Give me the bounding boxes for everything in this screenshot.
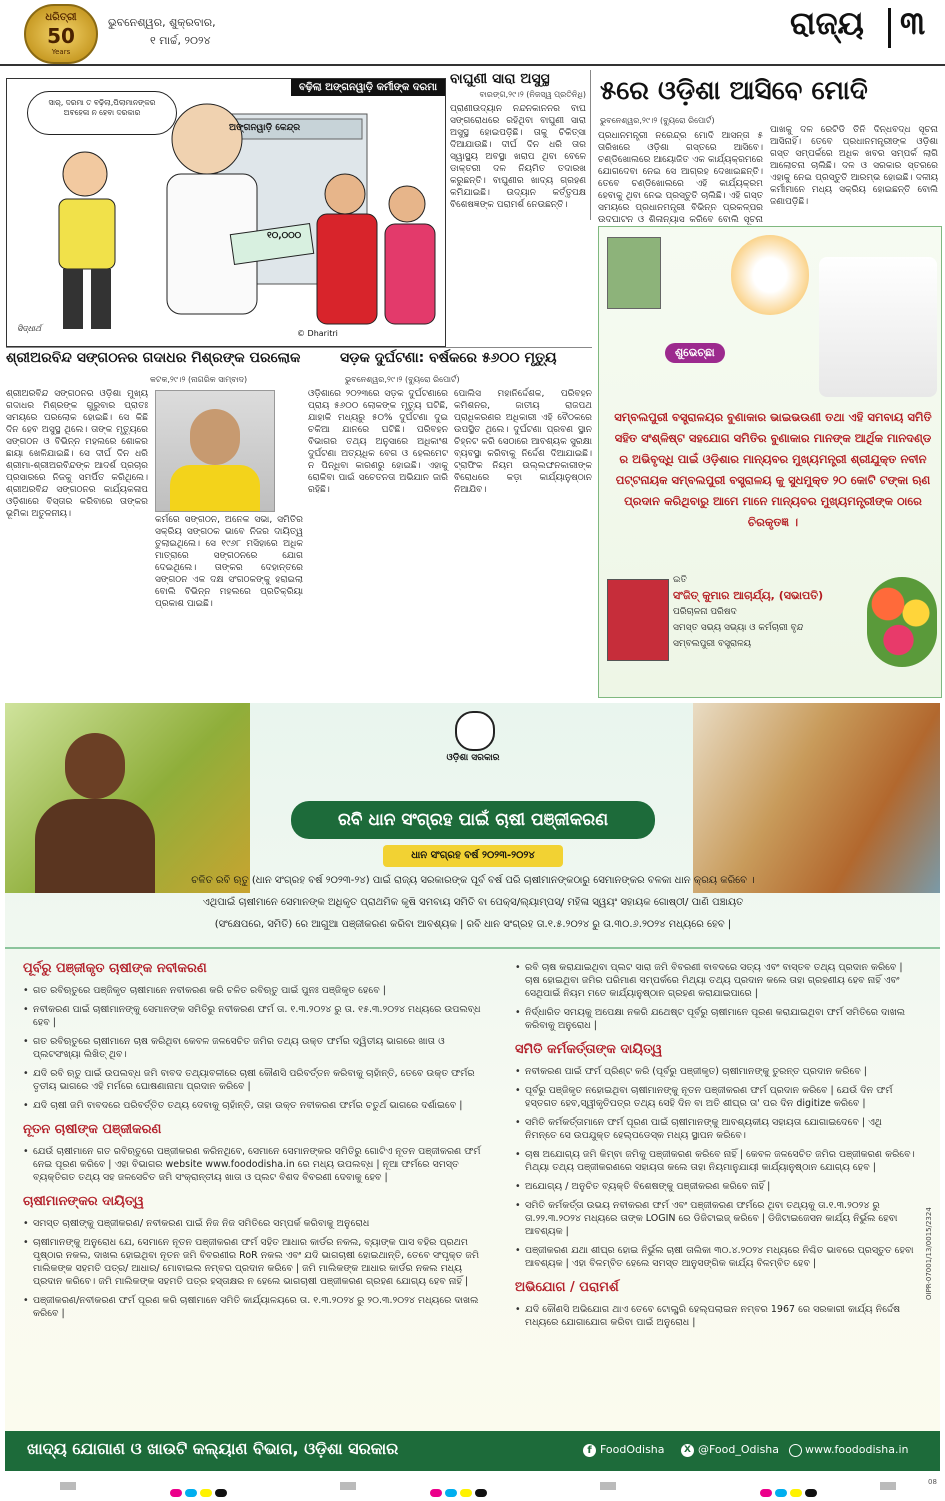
- ad-bullet-item: • ଗତ ରବିଋତୁରେ ପଞ୍ଜିକୃତ ଚାଷୀମାନେ ନବୀକରଣ କରି ଚଳିତ ରବିଋତୁ ପାଇଁ ପୁନଃ ପଞ୍ଜିକୃତ ହେବେ |: [23, 984, 483, 997]
- print-marks: [0, 1478, 945, 1494]
- section-name: ରାଜ୍ୟ: [790, 4, 864, 42]
- obit-headline: ଶ୍ରୀଅରବିନ୍ଦ ସଙ୍ଗଠନର ଗଦାଧର ମିଶ୍ରଙ୍କ ପରଲୋକ: [6, 350, 301, 366]
- ad-section-title: ନୂତନ ଚାଷୀଙ୍କ ପଞ୍ଜୀକରଣ: [23, 1122, 162, 1137]
- farmer-head: [65, 733, 125, 799]
- x-icon: X: [681, 1444, 694, 1457]
- photo-biju: [731, 235, 809, 315]
- accident-col-2-text: ପୋଲିସ ମହାନିର୍ଦ୍ଦେଶକ, ପରିବହନ କମିଶନର, ଜାତୀୟ ରାଜପଥ ପ୍ରାଧିକରଣର ଅଧିକାରୀ ଏହି ବୈଠକରେ ଉପସ୍ଥିତ ଥିଲେ। ଦୁର୍ଘଟଣା ପ୍ରବଣ ସ୍ଥାନ ଚିହ୍ନଟ କରି ସେଠାରେ ଆବଶ୍ୟକ ସୁରକ୍ଷା ବ୍ୟବସ୍ଥା କରିବାକୁ ନିର୍ଦ୍ଦେଶ ଦିଆଯାଇଛି। ଟ୍ରାଫିକ ନିୟମ ଉଲ୍ଲଙ୍ଘନକାରୀଙ୍କ ବିରୋଧରେ କଡ଼ା କାର୍ଯ୍ୟାନୁଷ୍ଠାନ ନିଆଯିବ।: [454, 389, 592, 495]
- rule-h1: [6, 347, 592, 348]
- globe-icon: [789, 1444, 802, 1457]
- footer-dept: ଖାଦ୍ୟ ଯୋଗାଣ ଓ ଖାଉଟି କଲ୍ୟାଣ ବିଭାଗ, ଓଡ଼ିଶା ସରକାର: [27, 1439, 399, 1458]
- ad-section-title: ସମିତି କର୍ମକର୍ତ୍ତାଙ୍କ ଦାୟିତ୍ୱ: [515, 1042, 663, 1057]
- ad-footer: [5, 1431, 940, 1471]
- ad-section-title: ପୂର୍ବରୁ ପଞ୍ଜୀକୃତ ଚାଷୀଙ୍କ ନବୀକରଣ: [23, 961, 207, 976]
- modi-col-2-text: ପାଖକୁ ଦଳ ରେଟିଡି ତିନି ଦିନ୍ଧବଦ୍ଧ ସୂଚନା ଆସିନାହିଁ। ତେବେ ପ୍ରଧାନମନ୍ତ୍ରୀଙ୍କ ଓଡ଼ିଶା ଗସ୍ତ ସମ୍ପର୍କରେ ଅଧିକ ଖବର ସମ୍ପର୍କ ଲାଗି ଆଲୋଚନା ଚାଲିଛି। ଦଳ ଓ ସରକାର ସ୍ତରରେ ଏହାକୁ ନେଇ ପ୍ରସ୍ତୁତି ଆରମ୍ଭ ହୋଇଛି। ଦଳୀୟ କର୍ମୀମାନେ ମଧ୍ୟ ସକ୍ରିୟ ହୋଇଛନ୍ତି ବୋଲି ଜଣାପଡ଼ିଛି।: [770, 125, 938, 207]
- greeting-line-3: ସମସ୍ତ ସଭ୍ୟ ସଭ୍ୟା ଓ କର୍ମଚାରୀ ବୃନ୍ଦ: [673, 623, 804, 633]
- logo-name: ଧରିତ୍ରୀ: [45, 12, 77, 23]
- footer-x: @Food_Odisha: [698, 1443, 780, 1456]
- building-sign: ଅଙ୍ଗନୱାଡ଼ି କେନ୍ଦ୍ର: [229, 123, 301, 133]
- flower-bouquet: [867, 577, 937, 667]
- grey-bar-4: [880, 1482, 896, 1490]
- ad-bullet-item: • ଯଦି ରବି ଋତୁ ପାଇଁ ଉପଲବ୍ଧ ଜମି ବାବଦ ତଥ୍ୟାବଳୀରେ ଚାଷୀ କୌଣସି ପରିବର୍ତ୍ତନ କରିବାକୁ ଚାହାଁନ୍ତି, ତେବେ ଉକ୍ତ ଫର୍ମର ତୃତୀୟ ଭାଗରେ ଏହି ମର୍ମରେ ଘୋଷଣାନାମା ପ୍ରଦାନ କରିବେ |: [23, 1067, 483, 1093]
- date-line-1: ଭୁବନେଶ୍ୱର, ଶୁକ୍ରବାର,: [108, 16, 216, 29]
- footer-web: www.foododisha.in: [805, 1443, 909, 1456]
- photo-shirt: [170, 465, 260, 511]
- ad-left-col: [23, 961, 483, 1397]
- ad-bullet-item: • ନବୀକରଣ ପାଇଁ ଫର୍ମ ପ୍ରିଣ୍ଟ କରି (ପୂର୍ବରୁ ପଞ୍ଜୀକୃତ) ଚାଷୀମାନଙ୍କୁ ତୁରନ୍ତ ପ୍ରଦାନ କରିବେ |: [515, 1065, 915, 1078]
- date-line-2: ୧ ମାର୍ଚ୍ଚ, ୨୦୨୪: [150, 34, 211, 47]
- greeting-line-4: ସମ୍ବଲପୁରୀ ବସ୍ତ୍ରାଳୟ: [673, 639, 752, 649]
- modi-col-1-text: ପ୍ରଧାନମନ୍ତ୍ରୀ ନରେନ୍ଦ୍ର ମୋଦି ଆସନ୍ତା ୫ ତାରିଖରେ ଓଡ଼ିଶା ଗସ୍ତରେ ଆସିବେ। ଚଣ୍ଡିଖୋଲରେ ଆୟୋଜିତ ଏକ କାର୍ଯ୍ୟକ୍ରମରେ ଯୋଗଦେବା ନେଇ ସେ ଆଗ୍ରହ ଦେଖାଇଛନ୍ତି। ତେବେ ଚଣ୍ଡିଖୋଲରେ ଏହି କାର୍ଯ୍ୟକ୍ରମ ହେବାକୁ ଥିବା ନେଇ ପ୍ରସ୍ତୁତି ଚାଲିଛି। ଏହି ଗସ୍ତ ସମୟରେ ପ୍ରଧାନମନ୍ତ୍ରୀ ବିଭିନ୍ନ ପ୍ରକଳ୍ପର ଉଦଘାଟନ ଓ ଶିଳାନ୍ୟାସ କରିବେ ବୋଲି ସୂଚନା: [598, 131, 763, 225]
- cartoon-banner: ବଢ଼ିଲା ଅଙ୍ଗନୱାଡ଼ି କର୍ମୀଙ୍କ ଦରମା: [291, 79, 445, 96]
- page-number: ୩: [900, 4, 926, 42]
- modi-col-1: [598, 130, 763, 225]
- baghuni-dateline: ବାରଙ୍ଗ,୨୯।୨ (ନିଜସ୍ୱ ପ୍ରତିନିଧି): [479, 90, 586, 99]
- obit-col-1: [6, 388, 148, 696]
- photo-cm: [819, 257, 937, 397]
- ad-bullet-item: • ଚାଷ ଅଯୋଗ୍ୟ ଜମି କିମ୍ବା ଜମିକୁ ପଞ୍ଜୀକରଣ କରିବେ ନାହିଁ | କେବଳ ଜଳସେଚିତ ଜମିର ପଞ୍ଜୀକରଣ କରିବେ। ମିଥ୍ୟା ତଥ୍ୟ ପଞ୍ଜୀକରଣରେ ସହାୟତା କଲେ ତାହା ନିୟମାନୁଯାୟୀ କାର୍ଯ୍ୟାନୁଷ୍ଠାନ ଯୋଗ୍ୟ ହେବ |: [515, 1148, 915, 1174]
- ad-bullet-item: • ଗତ ରବିଋତୁରେ ଚାଷୀମାନେ ଚାଷ କରିଥିବା କେବଳ ଜଳସେଚିତ ଜମିର ତଥ୍ୟ ଉକ୍ତ ଫର୍ମର ଦ୍ୱିତୀୟ ଭାଗରେ ଖାତା ଓ ପ୍ଲଟସଂଖ୍ୟା ଲିଖିତ୍ ଥିବ।: [23, 1035, 483, 1061]
- ad-section-title: ଅଭିଯୋଗ / ପରାମର୍ଶ: [515, 1280, 619, 1295]
- modi-dateline: ଭୁବନେଶ୍ୱର,୨୯।୨ (ବ୍ୟୁରୋ ରିପୋର୍ଟ): [600, 116, 715, 125]
- cartoon-drawing: [7, 79, 445, 346]
- masthead-rule: [0, 64, 945, 66]
- photo-face: [190, 409, 240, 465]
- cheque-amount: ୧୦,୦୦୦: [267, 231, 302, 241]
- ad-bullet-item: • ରବି ଚାଷ କରାଯାଇଥିବା ପ୍ଲଟ ସାରା ଜମି ବିବରଣୀ ବାବଦରେ ସତ୍ୟ ଏବଂ ବାସ୍ତବ ତଥ୍ୟ ପ୍ରଦାନ କରିବେ | ଚାଷ ହୋଇଥିବା ଜମିର ପରିମାଣ ସମ୍ପର୍କରେ ମିଥ୍ୟା ତଥ୍ୟ ପ୍ରଦାନ କଲେ ତାହା ଗ୍ରହଣୀୟ ହେବ ନାହିଁ ଏବଂ ସେଥିପାଇଁ ନିୟମ ମତେ କାର୍ଯ୍ୟାନୁଷ୍ଠାନ ଗ୍ରହଣ କରାଯାଇପାରେ |: [515, 961, 915, 1000]
- obit-photo: [155, 390, 275, 512]
- obit-col-2: [155, 514, 303, 696]
- ad-bullet-item: • ପଞ୍ଜୀକରଣ/ନବୀକରଣ ଫର୍ମ ପୂରଣ କରି ଚାଷୀମାନେ ସମିତି କାର୍ଯ୍ୟାଳୟରେ ତା. ୧.୩.୨୦୨୪ ରୁ ୨୦.୩.୨୦୨୪ ମଧ୍ୟରେ ଦାଖଲ କରିବେ |: [23, 1294, 483, 1320]
- color-dots-left: [170, 1482, 230, 1501]
- grey-bar-2: [340, 1482, 356, 1490]
- page-code: 08: [928, 1478, 937, 1486]
- masthead: [0, 0, 945, 66]
- ad-intro-2: ଏଥିପାଇଁ ଚାଷୀମାନେ ସେମାନଙ୍କ ଅଧିକୃତ ପ୍ରାଥମିକ କୃଷି ସମବାୟ ସମିତି ବା ପେକ୍ସ/ଲ୍ୟାମ୍ପସ୍/ ମହିଳା ସ୍ୱୟଂ ସହାୟକ ଗୋଷ୍ଠୀ/ ପାଣି ପଞ୍ଚାୟତ: [202, 897, 744, 908]
- ad-bullet-item: • ନିର୍ଦ୍ଧାରିତ ସମୟକୁ ଅପେକ୍ଷା ନକରି ଯଥେଷ୍ଟ ପୂର୍ବରୁ ଚାଷୀମାନେ ପୂରଣ କରାଯାଇଥିବା ଫର୍ମ ସମିତିରେ ଦାଖଲ କରିବାକୁ ଅନୁରୋଧ |: [515, 1006, 915, 1032]
- cartoon: [6, 78, 446, 347]
- ad-subtitle: ଧାନ ସଂଗ୍ରହ ବର୍ଷ ୨୦୨୩-୨୦୨୪: [383, 845, 563, 867]
- color-dots-mid: [430, 1482, 490, 1501]
- grain-photo: [693, 703, 940, 893]
- grey-bar-1: [60, 1482, 76, 1490]
- photo-president: [607, 579, 669, 661]
- accident-dateline: ଭୁବନେଶ୍ୱର,୨୯।୨ (ବ୍ୟୁରୋ ରିପୋର୍ଟ): [345, 375, 460, 384]
- modi-col-2: [770, 124, 938, 222]
- logo-years: 50: [47, 24, 75, 48]
- section-divider: [888, 8, 891, 48]
- ad-bullet-item: • ଚାଷୀମାନଙ୍କୁ ଅନୁରୋଧ ଯେ, ସେମାନେ ନୂତନ ପଞ୍ଜୀକରଣ ଫର୍ମ ସହିତ ଆଧାର କାର୍ଡର ନକଲ, ବ୍ୟାଙ୍କ ପାସ ବହିର ପ୍ରଥମ ପୃଷ୍ଠାର ନକଲ, ଦାଖଲ ହୋଇଥିବା ନୂତନ ଜମି ବିବରଣୀର RoR ନକଲ ଏବଂ ଯଦି ଭାଗଚାଷୀ ହୋଇଥାନ୍ତି, ତେବେ ସଂପୃକ୍ତ ଜମି ମାଲିକଙ୍କ ସହମତି ପତ୍ର/ ଆଧାର/ ମୋବାଇଲ ନମ୍ବର ପ୍ରଦାନ କରିବେ | ଜମି ମାଲିକଙ୍କ ଆଧାର କାର୍ଡର ନକଲ ମଧ୍ୟ ପ୍ରଦାନ କରିବେ। ଜମି ମାଲିକଙ୍କ ସହମତି ପତ୍ର ହସ୍ତାକ୍ଷର ନ ହେଲେ ଭାଗଚାଷୀ ପଞ୍ଜୀକରଣ ଗ୍ରହଣ ଯୋଗ୍ୟ ହେବ ନାହିଁ |: [23, 1236, 483, 1288]
- greeting-name: ସଂଜିତ୍ କୁମାର ଆଚାର୍ଯ୍ୟ, (ସଭାପତି): [673, 589, 824, 602]
- ad-govt: ଓଡ଼ିଶା ସରକାର: [446, 753, 500, 763]
- greeting-ad: [598, 226, 942, 698]
- photo-woman: [607, 237, 661, 309]
- speech-text: ସାର୍, ଦରମା ତ ବଢ଼ିଲା,ପିଲାମାନଙ୍କର ଅବହେଳା ନ ହେବା ଦରକାର: [48, 98, 156, 117]
- ad-bullet-item: • ଯଦି ଚାଷୀ ଜମି ବାବଦରେ ପରିବର୍ତ୍ତିତ ତଥ୍ୟ ଦେବାକୁ ଚାହାଁନ୍ତି, ତାହା ଉକ୍ତ ନବୀକରଣ ଫର୍ମର ଚତୁର୍ଥ ଭାଗରେ ଦର୍ଶାଇବେ |: [23, 1099, 483, 1112]
- ad-bullet-item: • ସମିତି କର୍ମକର୍ତ୍ତାମାନେ ଫର୍ମ ପୂରଣ ପାଇଁ ଚାଷୀମାନଙ୍କୁ ଆବଶ୍ୟକୀୟ ସହାୟତା ଯୋଗାଇଦେବେ | ଏଥି ନିମନ୍ତେ ସେ ଉପଯୁକ୍ତ ହେଲ୍ପଡେସ୍କ ମଧ୍ୟ ସ୍ଥାପନ କରିବେ।: [515, 1116, 915, 1142]
- ad-bullet-item: • ଅଯୋଗ୍ୟ / ଅନୁଚିତ ବ୍ୟକ୍ତି ବିଶେଷଙ୍କୁ ପଞ୍ଜୀକରଣ କରିବେ ନାହିଁ |: [515, 1180, 915, 1193]
- baghuni-article: [450, 70, 586, 345]
- greeting-line-2: ପରିଚାଳନା ପରିଷଦ: [673, 607, 737, 617]
- ad-intro-3: (ସଂକ୍ଷେପରେ, ସମିତି) ରେ ଆଗୁଆ ପଞ୍ଜୀକରଣ କରିବା ଆବଶ୍ୟକ | ରବି ଧାନ ସଂଗ୍ରହ ତା.୧.୫.୨୦୨୪ ରୁ ତା.୩୦.୬.୨୦୨୪ ମଧ୍ୟରେ ହେବ |: [214, 919, 732, 930]
- obit-col-1-text: ଶ୍ରୀଅରବିନ୍ଦ ସଙ୍ଗଠନର ଓଡ଼ିଶା ମୁଖ୍ୟ ଗଦାଧର ମିଶ୍ରଙ୍କ ଗୁରୁବାର ପ୍ରାତଃ ସମୟରେ ପରଲୋକ ହୋଇଛି। ସେ କିଛି ଦିନ ହେବ ଅସୁସ୍ଥ ଥିଲେ। ତାଙ୍କ ମୃତ୍ୟୁରେ ସଙ୍ଗଠନ ଓ ବିଭିନ୍ନ ମହଲରେ ଶୋକର ଛାୟା ଖେଳିଯାଇଛି। ସେ ଦୀର୍ଘ ଦିନ ଧରି ଶ୍ରୀମା-ଶ୍ରୀଅରବିନ୍ଦଙ୍କ ଆଦର୍ଶ ପ୍ରଚାର ପ୍ରସାରରେ ନିଜକୁ ସମର୍ପିତ କରିଥିଲେ। ଶ୍ରୀଅରବିନ୍ଦ ସଙ୍ଗଠନର କାର୍ଯ୍ୟକଳାପ ଓଡ଼ିଶାରେ ବିସ୍ତାର କରିବାରେ ତାଙ୍କର ଭୂମିକା ଅତୁଳନୀୟ।: [6, 389, 148, 519]
- obit-dateline: କଟକ,୨୯।୨ (ନାଗରିକ ସାମ୍ବାଦ): [150, 375, 248, 384]
- ad-bullet-item: • ପୂର୍ବରୁ ପଞ୍ଜିକୃତ ନହୋଇଥିବା ଚାଷୀମାନଙ୍କୁ ନୂତନ ପଞ୍ଜୀକରଣ ଫର୍ମ ପ୍ରଦାନ କରିବେ | ଯେଉଁ ଦିନ ଫର୍ମ ହସ୍ତଗତ ହେବ,ସ୍ୱୀକୃତିପତ୍ର ତଥ୍ୟ ସେହି ଦିନ ବା ଅତି ଶୀଘ୍ର ତା' ପର ଦିନ digitize କରିବେ |: [515, 1084, 915, 1110]
- logo-sub: Years: [51, 48, 71, 56]
- obit-col-2-text: କର୍ମରେ ସଙ୍ଗଠନ, ଅନେକ ସଭା, ସମିତିର ସକ୍ରିୟ ସଙ୍ଗଠକ ଭାବେ ନିଜର ଦାୟିତ୍ୱ ତୁଲାଇଥିଲେ। ସେ ୧୯୬୮ ମସିହାରେ ଅଧିକ ମାତ୍ରାରେ ସଙ୍ଗଠନରେ ଯୋଗ ଦେଇଥିଲେ। ତାଙ୍କର ଦେହାନ୍ତରେ ସଙ୍ଗଠନ ଏକ ଦକ୍ଷ ସଂଗଠକଙ୍କୁ ହରାଇଲା ବୋଲି ବିଭିନ୍ନ ମହଲରେ ପ୍ରତିକ୍ରିୟା ପ୍ରକାଶ ପାଇଛି।: [155, 515, 303, 609]
- ad-divider: [5, 947, 940, 949]
- farmer-photo: [5, 703, 250, 893]
- footer-fb: FoodOdisha: [600, 1443, 665, 1456]
- grey-bar-3: [600, 1482, 616, 1490]
- ad-section-title: ଚାଷୀମାନଙ୍କର ଦାୟିତ୍ୱ: [23, 1194, 144, 1209]
- accident-col-1-text: ଓଡ଼ିଶାରେ ୨୦୨୩ରେ ସଡ଼କ ଦୁର୍ଘଟଣାରେ ପ୍ରାୟ ୫୬୦୦ ଲୋକଙ୍କ ମୃତ୍ୟୁ ଘଟିଛି, ଯାହାକି ମଧ୍ୟରୁ ୫୦% ଦୁର୍ଘଟଣା ଦୁଇ ଚକିଆ ଯାନରେ ଘଟିଛି। ପରିବହନ ବିଭାଗର ତଥ୍ୟ ଅନୁସାରେ ଅଧିକାଂଶ ଦୁର୍ଘଟଣା ଅତ୍ୟଧିକ ବେଗ ଓ ହେଲମେଟ ନ ପିନ୍ଧିବା କାରଣରୁ ହୋଇଛି। ଏହାକୁ ରୋକିବା ପାଇଁ ସଚେତନତା ଅଭିଯାନ ଜାରି ରହିଛି।: [308, 389, 448, 495]
- accident-col-1: [308, 388, 448, 696]
- ad-bullet-item: • ଯେଉଁ ଚାଷୀମାନେ ଗତ ରବିଋତୁରେ ପଞ୍ଜୀକରଣ କରିନଥିବେ, ସେମାନେ ସେମାନଙ୍କର ସମିତିରୁ ଗୋଟିଏ ନୂତନ ପଞ୍ଜୀକରଣ ଫର୍ମ ନେଇ ପୂରଣ କରିବେ | ଏହା ବିଭାଗର website www.foododisha.in ରେ ମଧ୍ୟ ଉପଲବ୍ଧ | ନୂଆ ଫର୍ମରେ ସମସ୍ତ ବ୍ୟକ୍ତିଗତ ତଥ୍ୟ ସହ ଜଳସେଚିତ ଜମି ସଂକ୍ରାନ୍ତୀୟ ଖାତା ଓ ପ୍ଲଟ ବିଶଦ ବିବରଣୀ ଦେବାକୁ ହେବ |: [23, 1145, 483, 1184]
- ad-intro-1: ଚଳିତ ରବି ଋତୁ (ଧାନ ସଂଗ୍ରହ ବର୍ଷ ୨୦୨୩-୨୪) ପାଇଁ ରାଜ୍ୟ ସରକାରଙ୍କ ପୂର୍ବ ବର୍ଷ ପରି ଚାଷୀମାନଙ୍କଠାରୁ ସେମାନଙ୍କର ବଳକା ଧାନ କ୍ରୟ କରିବେ ।: [191, 875, 755, 886]
- accident-headline: ସଡ଼କ ଦୁର୍ଘଟଣା: ବର୍ଷକରେ ୫୬୦୦ ମୃତ୍ୟୁ: [340, 350, 557, 366]
- rule-v1: [590, 70, 591, 220]
- food-ad: [5, 703, 940, 1431]
- facebook-icon: f: [583, 1444, 596, 1457]
- greeting-badge: ଶୁଭେଚ୍ଛା: [665, 343, 725, 363]
- ad-right-col: [515, 961, 915, 1397]
- ad-bullet-item: • ସମିତି କର୍ମକର୍ତ୍ତା ଉଭୟ ନବୀକରଣ ଫର୍ମ ଏବଂ ପଞ୍ଜୀକରଣ ଫର୍ମରେ ଥିବା ତଥ୍ୟକୁ ତା.୧.୩.୨୦୨୪ ରୁ ତା.୨୨.୩.୨୦୨୪ ମଧ୍ୟରେ ତାଙ୍କ LOGIN ରେ ଡିଜିଟାଇଜ୍ କରିବେ | ଡିଜିଟାଇଜେସନ କାର୍ଯ୍ୟ ନିର୍ଭୁଲ ହେବା ଆବଶ୍ୟକ |: [515, 1199, 915, 1238]
- baghuni-body: ପ୍ରାଣୀଉଦ୍ୟାନ ନନ୍ଦନକାନନର ବାଘ ସଙ୍ଗରୋଧରେ ରହିଥିବା ବାଘୁଣୀ ସାରା ଅସୁସ୍ଥ ହୋଇପଡ଼ିଛି। ତାକୁ ଚିକିତ୍ସା ଦିଆଯାଉଛି। ଦୀର୍ଘ ଦିନ ଧରି ତାର ସ୍ୱାସ୍ଥ୍ୟ ଅବସ୍ଥା ଖରାପ ଥିବା ବେଳେ ଡାକ୍ତରୀ ଦଳ ନିୟମିତ ତଦାରଖ କରୁଛନ୍ତି। ବାଘୁଣୀର ଖାଦ୍ୟ ଗ୍ରହଣ କମିଯାଇଛି। ଉଦ୍ୟାନ କର୍ତ୍ତୃପକ୍ଷ ବିଶେଷଜ୍ଞଙ୍କ ପରାମର୍ଶ ନେଉଛନ୍ତି।: [450, 104, 586, 210]
- cartoon-credit: © Dharitri: [297, 329, 338, 338]
- cartoon-signature: ସିଦ୍ଧାର୍ଥ: [17, 324, 41, 333]
- greeting-from: ଇତି: [673, 575, 687, 585]
- color-dots-right: [760, 1482, 820, 1501]
- oipr-code: OIPR-07001/13/0015/2324: [925, 1207, 933, 1300]
- ad-title: ରବି ଧାନ ସଂଗ୍ରହ ପାଇଁ ଚାଷୀ ପଞ୍ଜୀକରଣ: [291, 801, 655, 839]
- ad-bullet-item: • ପଞ୍ଜୀକରଣ ଯଥା ଶୀଘ୍ର ହୋଇ ନିର୍ଭୁଲ ଚାଷୀ ତାଲିକା ୩୦.୪.୨୦୨୪ ମଧ୍ୟରେ ନିଶ୍ଚିତ ଭାବରେ ପ୍ରସ୍ତୁତ ହେବା ଆବଶ୍ୟକ | ଏହା ବିଳମ୍ବିତ ହେଲେ ସମସ୍ତ ଆନୁସଙ୍ଗିକ କାର୍ଯ୍ୟ ବିଳମ୍ବିତ ହେବ |: [515, 1244, 915, 1270]
- ad-bullet-item: • ସମସ୍ତ ଚାଷୀଙ୍କୁ ପଞ୍ଜୀକରଣ/ ନବୀକରଣ ପାଇଁ ନିଜ ନିଜ ସମିତିରେ ସମ୍ପର୍କ କରିବାକୁ ଅନୁରୋଧ: [23, 1217, 483, 1230]
- baghuni-headline: ବାଘୁଣୀ ସାରା ଅସୁସ୍ଥ: [450, 71, 550, 87]
- accident-col-2: [454, 388, 592, 696]
- logo-badge: [24, 4, 98, 64]
- modi-headline: ୫ରେ ଓଡ଼ିଶା ଆସିବେ ମୋଦି: [600, 76, 868, 106]
- ad-bullet-item: • ନବୀକରଣ ପାଇଁ ଚାଷୀମାନଙ୍କୁ ସେମାନଙ୍କ ସମିତିରୁ ନବୀକରଣ ଫର୍ମ ତା. ୧.୩.୨୦୨୪ ରୁ ତା. ୧୫.୩.୨୦୨୪ ମଧ୍ୟରେ ଉପଲବ୍ଧ ହେବ |: [23, 1003, 483, 1029]
- emblem-icon: [455, 711, 495, 751]
- ad-bullet-item: • ଯଦି କୌଣସି ଅଭିଯୋଗ ଥାଏ ତେବେ ଟୋଲ୍ଫ୍ରି ହେଲ୍ପଲାଇନ ନମ୍ବର 1967 ରେ ସରକାରୀ କାର୍ଯ୍ୟ ନିର୍ଦ୍ଦେଷ ମଧ୍ୟରେ ଯୋଗାଯୋଗ କରିବା ପାଇଁ ଅନୁରୋଧ |: [515, 1303, 915, 1329]
- greeting-message: ସମ୍ବଲପୁରୀ ବସ୍ତ୍ରାଳୟର ବୁଣାକାର ଭାଇଭଉଣୀ ତଥା ଏହି ସମବାୟ ସମିତି ସହିତ ସଂଶ୍ଳିଷ୍ଟ ସହଯୋଗ ସମିତିର ବୁଣାକାର ମାନଙ୍କ ଆର୍ଥିକ ମାନଦଣ୍ଡ ର ଅଭିବୃଦ୍ଧି ପାଇଁ ଓଡ଼ିଶାର ମାନ୍ୟବର ମୁଖ୍ୟମନ୍ତ୍ରୀ ଶ୍ରୀଯୁକ୍ତ ନବୀନ ପଟ୍ଟନାୟକ ସମ୍ବଲପୁରୀ ବସ୍ତ୍ରାଳୟ କୁ ସୁଧମୁକ୍ତ ୨୦ କୋଟି ଟଙ୍କା ଋଣ ପ୍ରଦାନ କରିଥିବାରୁ ଆମେ ମାନେ ମାନ୍ୟବର ମୁଖ୍ୟମନ୍ତ୍ରୀଙ୍କ ଠାରେ ଚିରକୃତଜ୍ଞ ।: [614, 410, 932, 529]
